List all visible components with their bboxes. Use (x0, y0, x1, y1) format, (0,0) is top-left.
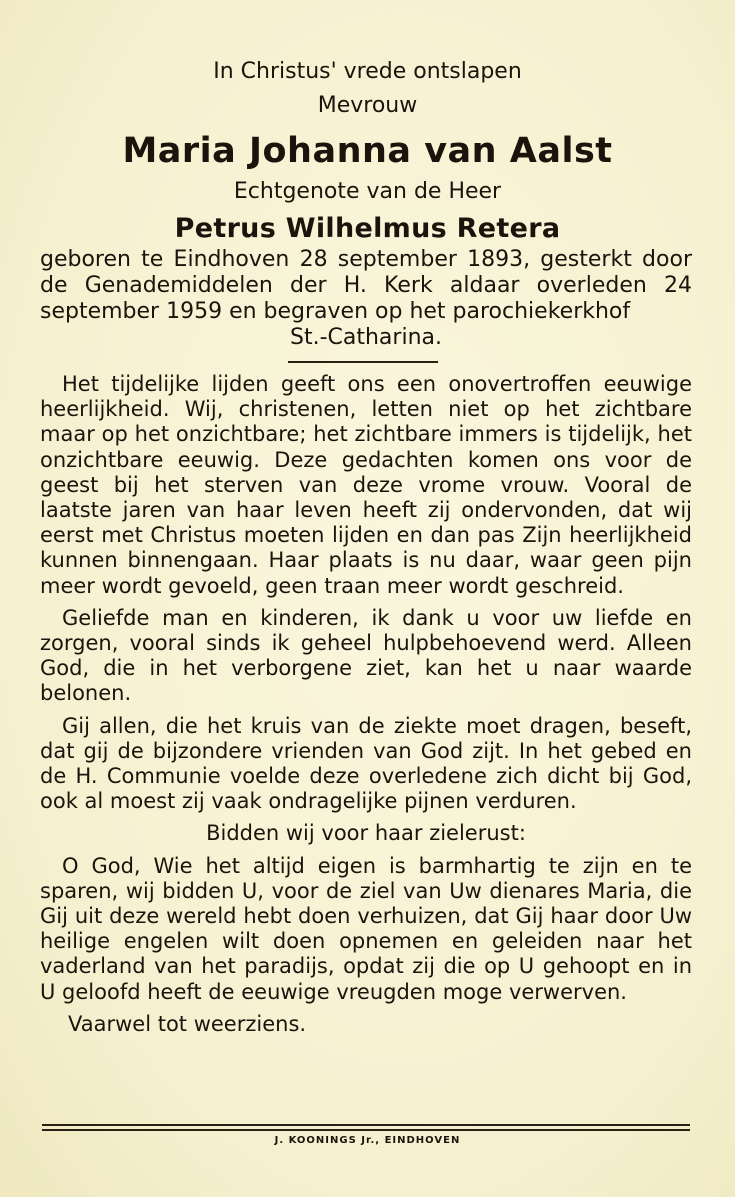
prayer-text: O God, Wie het altijd eigen is barmhartig te zijn en te sparen, wij bidden U, voor de ziel van Uw dienares Maria, die Gij uit deze wereld hebt doen verhuizen, dat Gij haar door Uw heilige engelen wilt doen opnemen en geleiden naar het vaderland van het paradijs, opdat zij die op U gehoopt en in U geloofd heeft de eeuwige vreugden moge verwerven. (40, 853, 692, 1004)
card-body (40, 372, 692, 1037)
opening-line: In Christus' vrede ontslapen (213, 59, 522, 84)
card-header (0, 55, 735, 249)
farewell-line: Vaarwel tot weerziens. (68, 1011, 307, 1036)
burial-place: St.-Catharina. (290, 325, 442, 350)
honorific: Mevrouw (317, 93, 418, 118)
prayer-heading: Bidden wij voor haar zielerust: (206, 821, 526, 846)
biographical-text (40, 247, 692, 351)
footer-line-bottom (42, 1129, 690, 1131)
paragraph-reflection: Het tijdelijke lijden geeft ons een onovertroffen eeuwige heerlijkheid. Wij, christenen, letten niet op het zichtbare maar op het onzichtbare; het zichtbare immers is tijdelijk, het onzichtbare eeuwig. Deze gedachten komen ons voor de geest bij het sterven van deze vrome vrouw. Vooral de laatste jaren van haar leven heeft zij ondervonden, dat wij eerst met Christus moeten lijden en dan pas Zijn heerlijkheid kunnen binnengaan. Haar plaats is nu daar, waar geen pijn meer wordt gevoeld, geen traan meer wordt geschreid. (40, 372, 692, 598)
spouse-name: Petrus Wilhelmus Retera (174, 213, 561, 244)
divider-line (288, 361, 438, 363)
relation-line: Echtgenote van de Heer (233, 179, 502, 204)
printer-credit: J. KOONINGS Jr., EINDHOVEN (274, 1135, 461, 1146)
birth-death-details: geboren te Eindhoven 28 september 1893, gesterkt door de Genademiddelen der H. Kerk aldaar overleden 24 september 1959 en begraven op het parochiekerkhof (40, 247, 692, 324)
deceased-name: Maria Johanna van Aalst (122, 131, 613, 171)
paragraph-sufferers: Gij allen, die het kruis van de ziekte moet dragen, beseft, dat gij de bijzondere vrienden van God zijt. In het gebed en de H. Communie voelde deze overledene zich dicht bij God, ook al moest zij vaak ondragelijke pijnen verduren. (40, 713, 692, 814)
footer-line-top (42, 1124, 690, 1126)
paragraph-thanks: Geliefde man en kinderen, ik dank u voor uw liefde en zorgen, vooral sinds ik geheel hulpbehoevend werd. Alleen God, die in het verborgene ziet, kan het u naar waarde belonen. (40, 605, 692, 706)
